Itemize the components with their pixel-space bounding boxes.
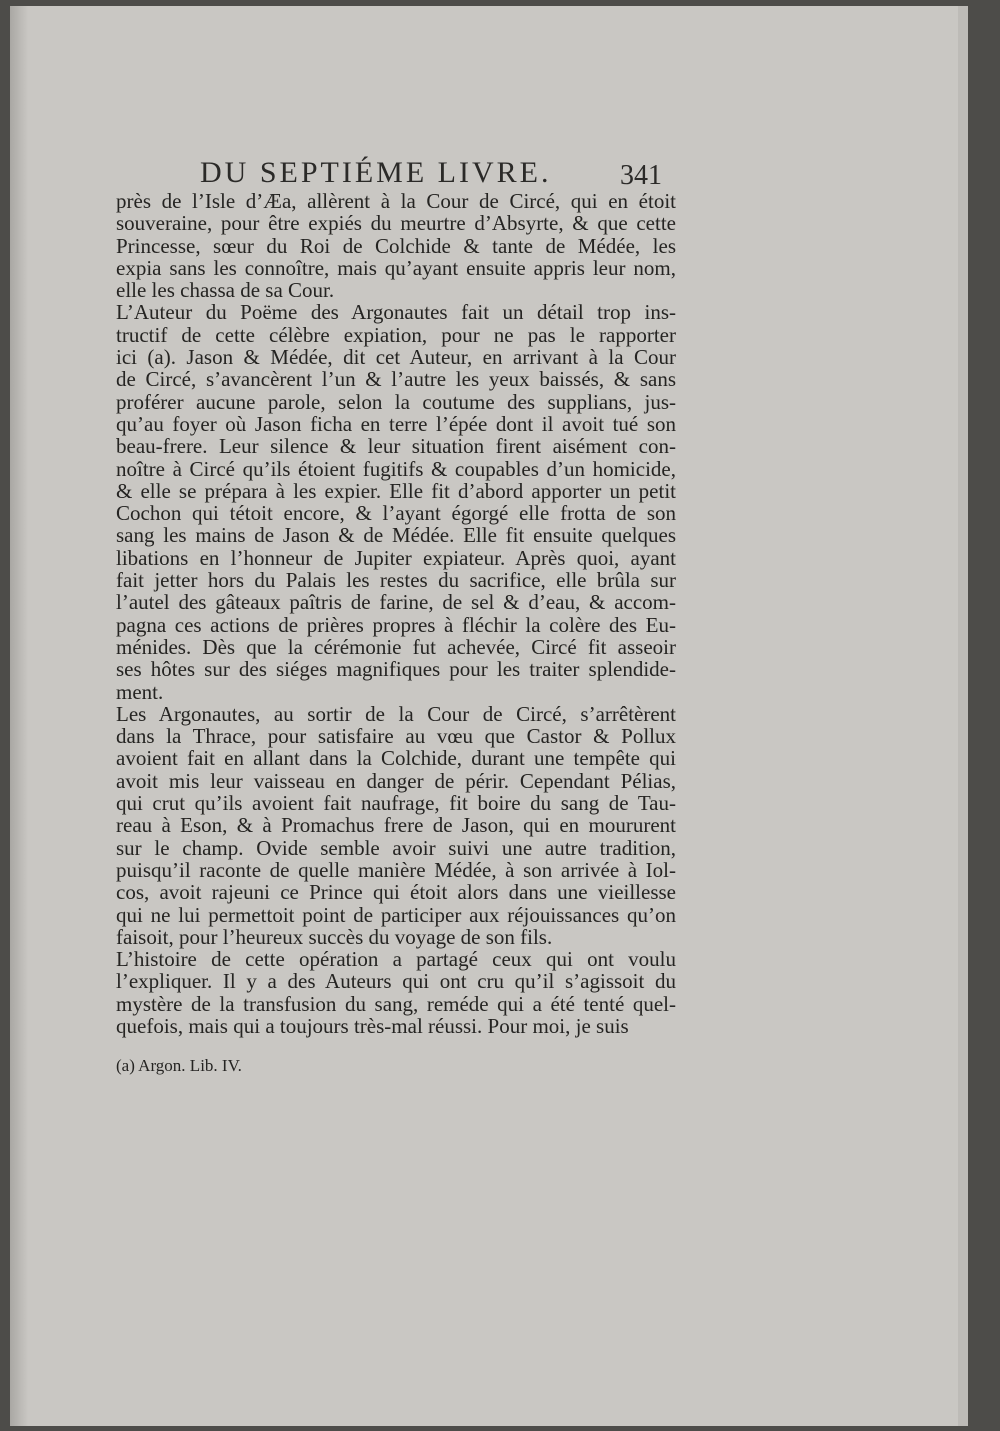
text-line: L’Auteur du Poëme des Argonautes fait un détail trop ins- (116, 300, 676, 325)
text-line: qu’au foyer où Jason ficha en terre l’épée dont il avoit tué son (116, 411, 676, 436)
text-line: qui ne lui permettoit point de participer aux réjouissances qu’on (116, 902, 676, 927)
text-line: faisoit, pour l’heureux succès du voyage de son fils. (116, 924, 553, 949)
text-line: Cochon qui tétoit encore, & l’ayant égorgé elle frotta de son (116, 501, 676, 526)
body-text (116, 190, 676, 1037)
text-line: reau à Eson, & à Promachus frere de Jason, qui en moururent (116, 813, 676, 838)
text-line: ménides. Dès que la cérémonie fut achevée, Circé fit asseoir (116, 634, 676, 659)
text-line: mystère de la transfusion du sang, reméde qui a été tenté quel- (116, 991, 676, 1016)
text-line: près de l’Isle d’Æa, allèrent à la Cour de Circé, qui en étoit (116, 189, 676, 213)
text-line: libations en l’honneur de Jupiter expiateur. Après quoi, ayant (116, 545, 676, 570)
text-line: & elle se prépara à les expier. Elle fit d’abord apporter un petit (116, 478, 676, 503)
text-line: avoient fait en allant dans la Colchide, durant une tempête qui (116, 746, 676, 771)
text-line: elle les chassa de sa Cour. (116, 278, 335, 303)
text-line: expia sans les connoître, mais qu’ayant ensuite appris leur nom, (116, 255, 676, 280)
text-line: de Circé, s’avancèrent l’un & l’autre les yeux baissés, & sans (116, 367, 676, 392)
text-line: noître à Circé qu’ils étoient fugitifs & coupables d’un homicide, (116, 456, 676, 481)
text-line: ment. (116, 679, 164, 704)
text-line: qui crut qu’ils avoient fait naufrage, fit boire du sang de Tau- (116, 791, 676, 816)
text-line: cos, avoit rajeuni ce Prince qui étoit alors dans une vieillesse (116, 880, 676, 905)
text-line: sur le champ. Ovide semble avoir suivi une autre tradition, (116, 835, 676, 860)
page-edge (958, 6, 968, 1426)
text-line: sang les mains de Jason & de Médée. Elle fit ensuite quelques (116, 523, 676, 548)
text-line: Princesse, sœur du Roi de Colchide & tante de Médée, les (116, 233, 676, 258)
text-line: tructif de cette célèbre expiation, pour ne pas le rapporter (116, 322, 676, 347)
page-number: 341 (620, 160, 662, 191)
footnote: (a) Argon. Lib. IV. (116, 1056, 242, 1075)
text-line: avoit mis leur vaisseau en danger de périr. Cependant Pélias, (116, 768, 676, 793)
page-gutter-shadow (10, 6, 28, 1426)
text-line: l’expliquer. Il y a des Auteurs qui ont cru qu’il s’agissoit du (116, 969, 676, 994)
running-head: DU SEPTIÉME LIVRE. (200, 156, 552, 189)
text-line: fait jetter hors du Palais les restes du sacrifice, elle brûla sur (116, 568, 676, 593)
text-line: Les Argonautes, au sortir de la Cour de Circé, s’arrêtèrent (116, 701, 676, 726)
text-line: l’autel des gâteaux paîtris de farine, de sel & d’eau, & accom- (116, 590, 676, 615)
text-line: dans la Thrace, pour satisfaire au vœu que Castor & Pollux (116, 724, 676, 749)
text-line: quefois, mais qui a toujours très-mal réussi. Pour moi, je suis (116, 1013, 629, 1038)
text-line: L’histoire de cette opération a partagé ceux qui ont voulu (116, 947, 676, 972)
text-line: ici (a). Jason & Médée, dit cet Auteur, en arrivant à la Cour (116, 345, 676, 370)
text-line: beau-frere. Leur silence & leur situation firent aisément con- (116, 434, 676, 459)
text-line: puisqu’il raconte de quelle manière Médée, à son arrivée à Iol- (116, 857, 676, 882)
text-line: proférer aucune parole, selon la coutume des supplians, jus- (116, 389, 676, 414)
text-line: ses hôtes sur des siéges magnifiques pour les traiter splendide- (116, 657, 676, 682)
text-line: souveraine, pour être expiés du meurtre d’Absyrte, & que cette (116, 211, 676, 236)
text-line: pagna ces actions de prières propres à fléchir la colère des Eu- (116, 612, 676, 637)
